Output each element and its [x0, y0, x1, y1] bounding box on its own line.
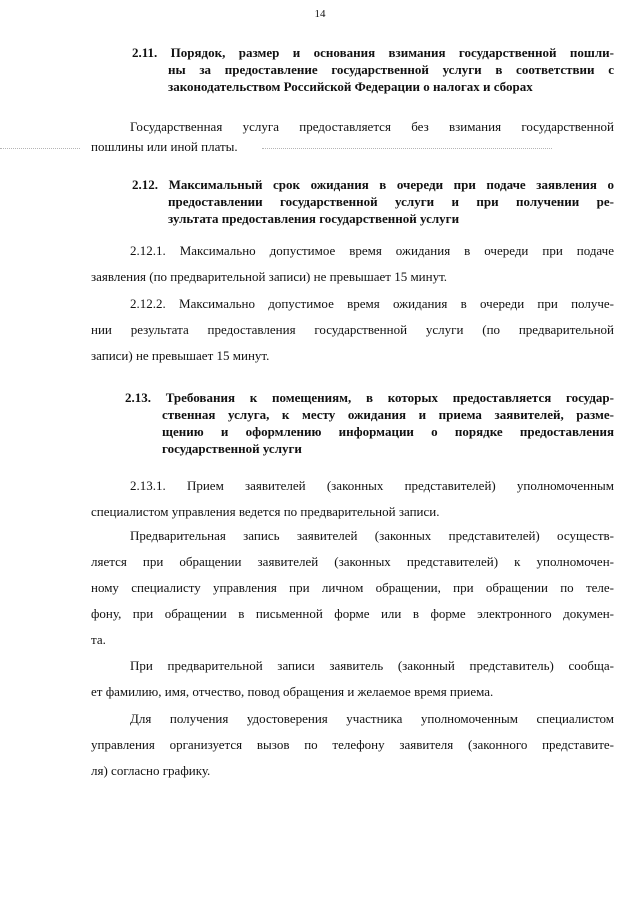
scan-artifact [262, 148, 552, 149]
paragraph-line: Для получения удостоверения участника уполномоченным специалистом [130, 711, 614, 726]
heading-line: 2.11. Порядок, размер и основания взимания государственной пошли- [132, 45, 614, 60]
heading-line: ственная услуга, к месту ожидания и приема заявителей, разме- [162, 407, 614, 422]
paragraph-line: нии результата предоставления государственной услуги (по предварительной [91, 322, 614, 337]
heading-line: щению и оформлению информации о порядке предоставления [162, 424, 614, 439]
heading-line: предоставлении государственной услуги и при получении ре- [168, 194, 614, 209]
paragraph-line: При предварительной записи заявитель (законный представитель) сообща- [130, 658, 614, 673]
paragraph-line: Государственная услуга предоставляется без взимания государственной [130, 119, 614, 134]
scan-artifact [0, 148, 80, 149]
heading-line: 2.13. Требования к помещениям, в которых предоставляется государ- [125, 390, 614, 405]
paragraph-line: заявления (по предварительной записи) не превышает 15 минут. [91, 269, 448, 284]
paragraph-line: управления организуется вызов по телефону заявителя (законного представите- [91, 737, 614, 752]
paragraph-line: 2.13.1. Прием заявителей (законных представителей) уполномоченным [130, 478, 614, 493]
paragraph-line: та. [91, 632, 106, 647]
paragraph-line: ля) согласно графику. [91, 763, 211, 778]
section-2-12-heading [132, 176, 614, 227]
paragraph-line: 2.12.1. Максимально допустимое время ожидания в очереди при подаче [130, 243, 614, 258]
paragraph-line: Предварительная запись заявителей (законных представителей) осуществ- [130, 528, 614, 543]
heading-line: законодательством Российской Федерации о налогах и сборах [168, 79, 533, 94]
paragraph-line: 2.12.2. Максимально допустимое время ожидания в очереди при получе- [130, 296, 614, 311]
paragraph-line: ет фамилию, имя, отчество, повод обращения и желаемое время приема. [91, 684, 494, 699]
paragraph-line: пошлины или иной платы. [91, 139, 238, 154]
section-2-13-heading [125, 389, 614, 457]
paragraph-line: специалистом управления ведется по предварительной записи. [91, 504, 440, 519]
section-2-11-heading [132, 44, 614, 95]
page-number: 14 [314, 8, 326, 20]
heading-line: зультата предоставления государственной услуги [168, 211, 460, 226]
paragraph-line: фону, при обращении в письменной форме или в форме электронного докумен- [91, 606, 614, 621]
paragraph-line: ляется при обращении заявителей (законных представителей) к уполномочен- [91, 554, 614, 569]
paragraph-line: записи) не превышает 15 минут. [91, 348, 270, 363]
heading-line: государственной услуги [162, 441, 302, 456]
heading-line: 2.12. Максимальный срок ожидания в очереди при подаче заявления о [132, 177, 614, 192]
paragraph-line: ному специалисту управления при личном обращении, при обращении по теле- [91, 580, 614, 595]
heading-line: ны за предоставление государственной услуги в соответствии с [168, 62, 614, 77]
